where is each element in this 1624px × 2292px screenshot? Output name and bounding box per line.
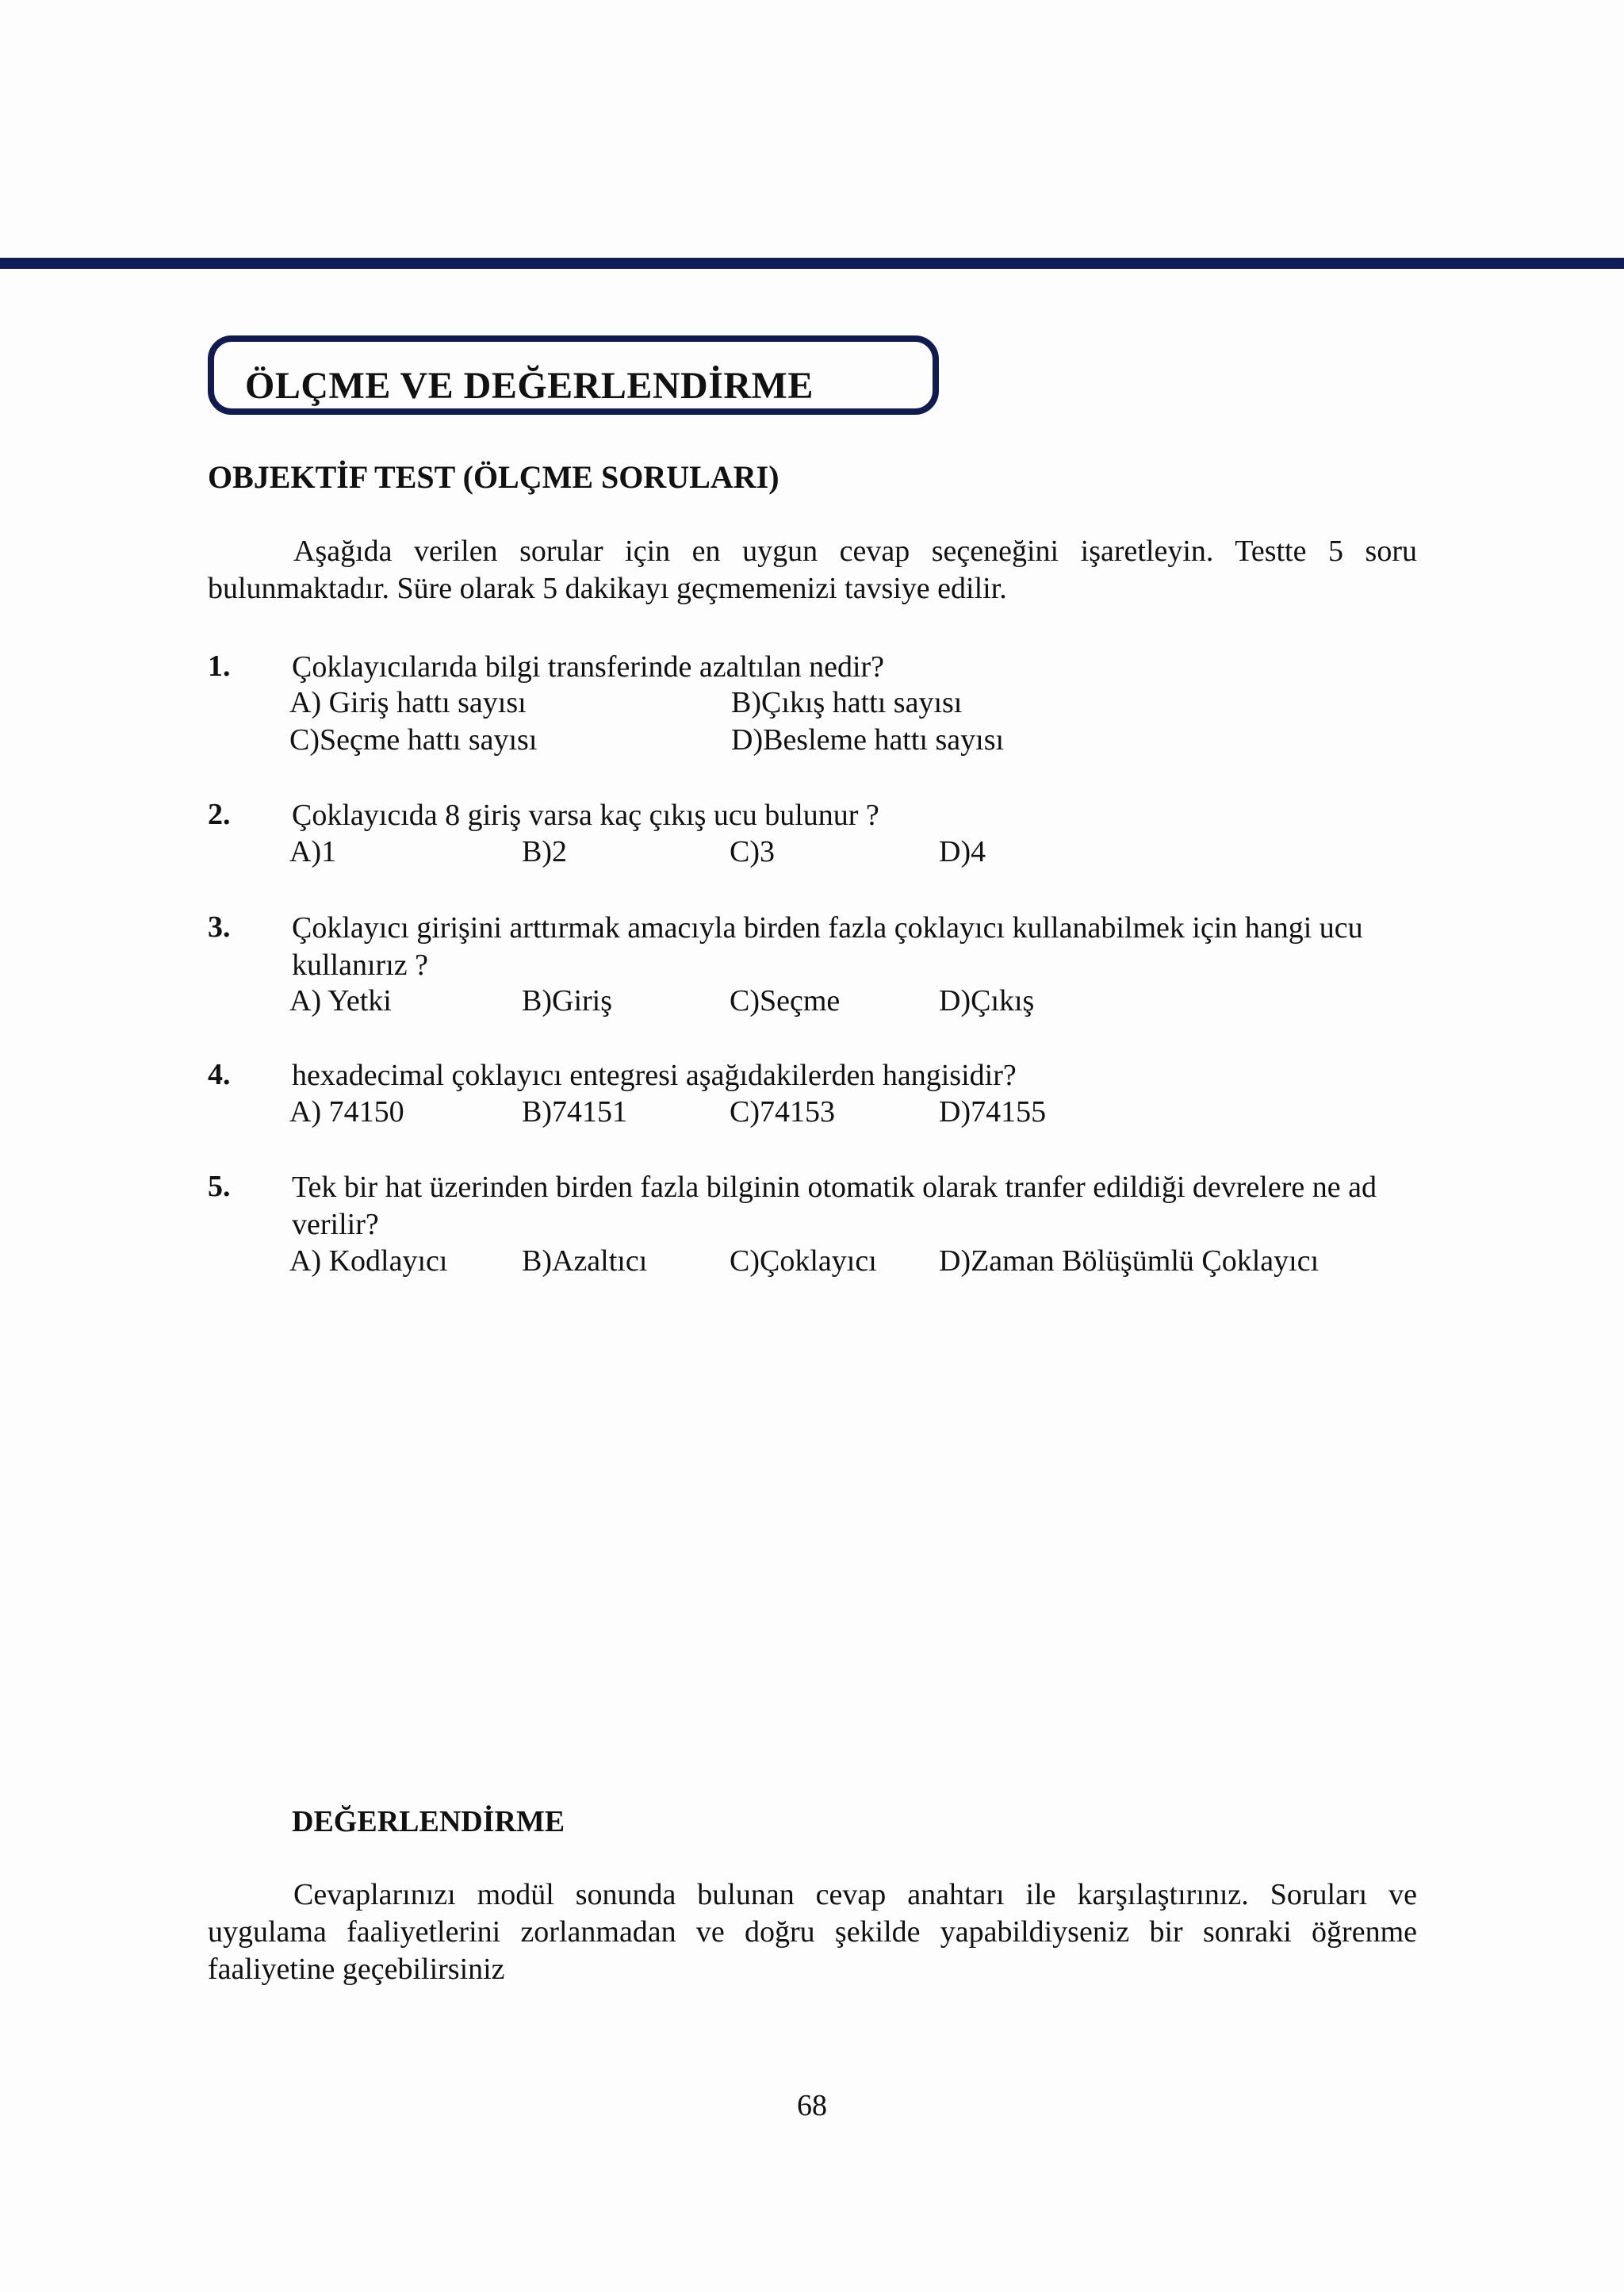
answer-option[interactable]: A) Giriş hattı sayısı — [289, 686, 527, 719]
answer-option[interactable]: D)74155 — [939, 1095, 1047, 1129]
page-number: 68 — [797, 2089, 827, 2122]
question-text: hexadecimal çoklayıcı entegresi aşağıdakilerden hangisidir? — [292, 1059, 1017, 1092]
question-number: 1. — [208, 650, 231, 683]
test-subtitle: OBJEKTİF TEST (ÖLÇME SORULARI) — [208, 459, 779, 495]
question-number: 5. — [208, 1170, 231, 1203]
answer-option[interactable]: C)Seçme — [730, 984, 841, 1018]
answer-option[interactable]: D)4 — [939, 835, 986, 868]
intro-paragraph — [208, 533, 1417, 607]
answer-option[interactable]: A) Kodlayıcı — [289, 1244, 448, 1278]
question-text: Tek bir hat üzerinden birden fazla bilginin otomatik olarak tranfer edildiği devrelere ne ad verilir? — [292, 1171, 1377, 1241]
answer-option[interactable]: C)74153 — [730, 1095, 835, 1129]
question-text: Çoklayıcı girişini arttırmak amacıyla birden fazla çoklayıcı kullanabilmek için hangi ucu kullanırız ? — [292, 911, 1363, 982]
answer-option[interactable]: B)74151 — [522, 1095, 627, 1129]
header-rule — [0, 258, 1624, 269]
answer-option[interactable]: A) Yetki — [289, 984, 392, 1018]
question-number: 3. — [208, 910, 231, 944]
answer-option[interactable]: B)Çıkış hattı sayısı — [731, 686, 963, 719]
answer-option[interactable]: D)Zaman Bölüşümlü Çoklayıcı — [939, 1244, 1320, 1278]
page-title: ÖLÇME VE DEĞERLENDİRME — [245, 365, 814, 407]
question-text: Çoklayıcılarıda bilgi transferinde azaltılan nedir? — [292, 650, 885, 684]
answer-option[interactable]: B)Azaltıcı — [522, 1244, 648, 1278]
answer-option[interactable]: C)Çoklayıcı — [730, 1244, 877, 1278]
answer-option[interactable]: B)2 — [522, 835, 567, 868]
answer-option[interactable]: B)Giriş — [522, 984, 612, 1018]
evaluation-heading: DEĞERLENDİRME — [292, 1805, 565, 1838]
question-number: 2. — [208, 798, 231, 831]
answer-option[interactable]: A)1 — [289, 835, 337, 868]
answer-option[interactable]: D)Besleme hattı sayısı — [731, 723, 1005, 757]
question-number: 4. — [208, 1058, 231, 1091]
answer-option[interactable]: C)Seçme hattı sayısı — [289, 723, 538, 757]
evaluation-paragraph — [208, 1876, 1417, 1988]
answer-option[interactable]: D)Çıkış — [939, 984, 1035, 1018]
section-title-box — [208, 335, 939, 415]
question-text: Çoklayıcıda 8 giriş varsa kaç çıkış ucu bulunur ? — [292, 799, 879, 832]
answer-option[interactable]: A) 74150 — [289, 1095, 404, 1129]
evaluation-text: Cevaplarınızı modül sonunda bulunan cevap anahtarı ile karşılaştırınız. Soruları ve uygulama faaliyetlerini zorlanmadan ve doğru şekilde yapabildiyseniz bir sonraki öğrenme faaliyetine geçebilirsiniz — [208, 1878, 1417, 1986]
answer-option[interactable]: C)3 — [730, 835, 775, 868]
intro-text: Aşağıda verilen sorular için en uygun cevap seçeneğini işaretleyin. Testte 5 soru bulunmaktadır. Süre olarak 5 dakikayı geçmemenizi tavsiye edilir. — [208, 535, 1417, 605]
